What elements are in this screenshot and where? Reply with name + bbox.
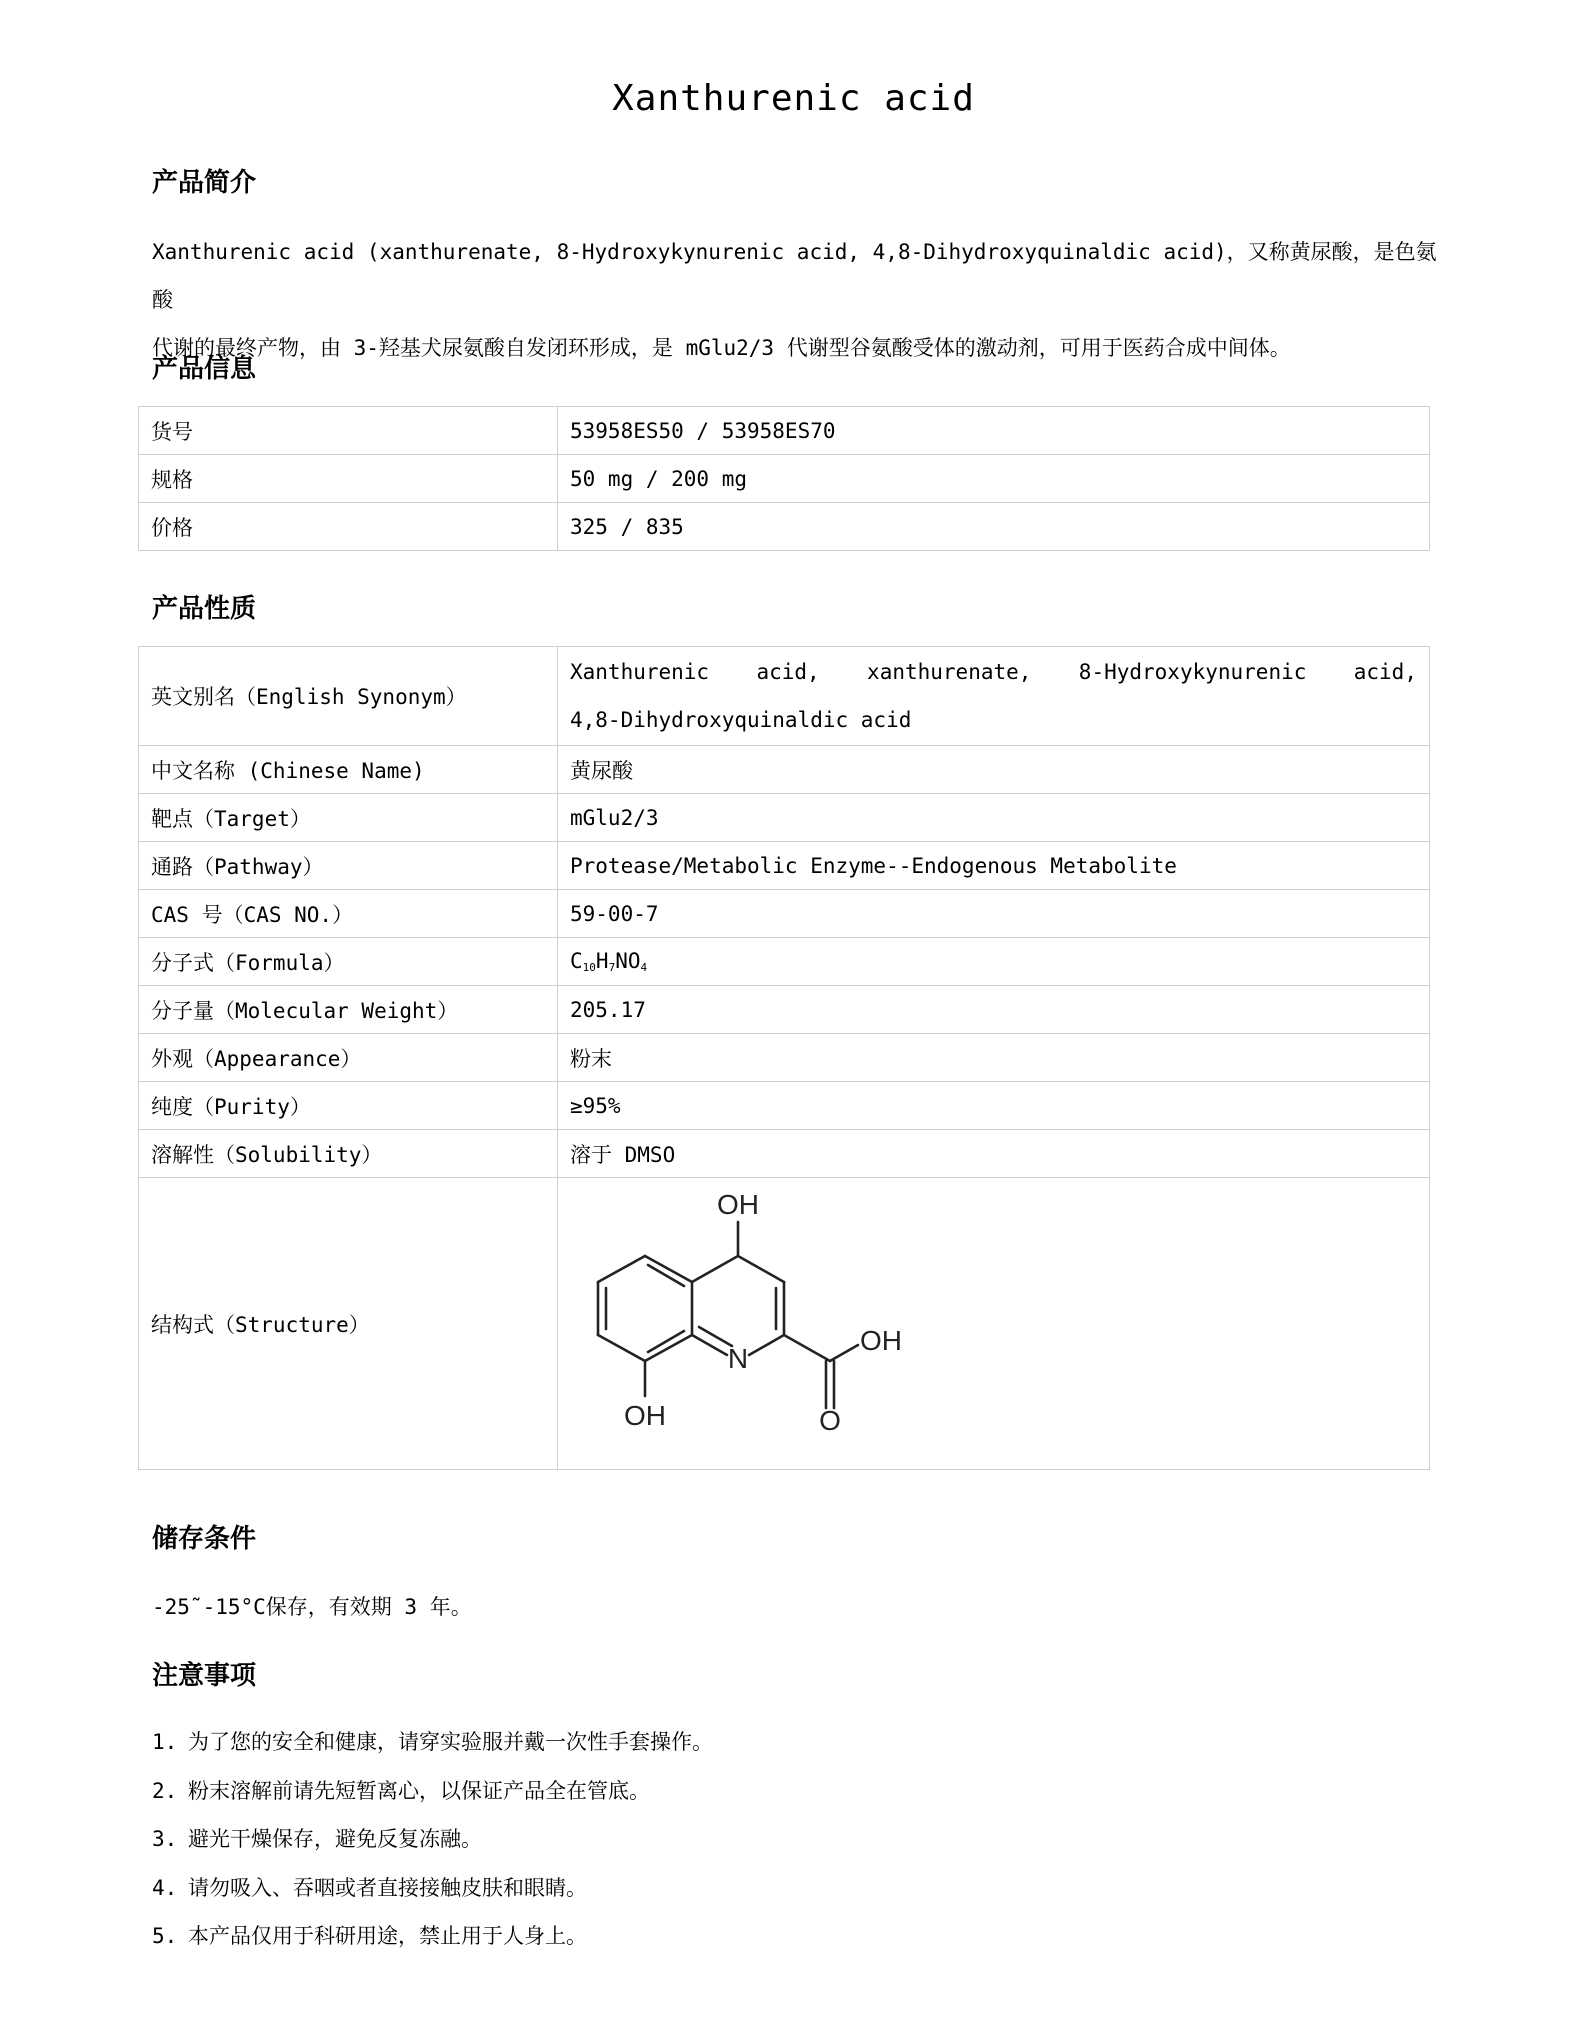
table-row — [139, 938, 1430, 986]
synonym-key: 英文别名（English Synonym） — [139, 647, 558, 746]
notes-heading: 注意事项 — [152, 1661, 257, 1691]
list-number: 5. — [152, 1924, 178, 1948]
list-number: 1. — [152, 1730, 178, 1754]
mw-value: 205.17 — [558, 986, 1430, 1034]
cas-key: CAS 号（CAS NO.） — [139, 890, 558, 938]
synonym-value — [558, 647, 1430, 746]
structure-image — [572, 1178, 952, 1469]
structure-label-oh-top: OH — [717, 1189, 759, 1220]
intro-heading: 产品简介 — [152, 168, 257, 198]
synonym-word: 8-Hydroxykynurenic — [1078, 660, 1307, 684]
synonym-line-2: 4,8-Dihydroxyquinaldic acid — [570, 708, 912, 732]
solubility-value: 溶于 DMSO — [558, 1130, 1430, 1178]
list-item — [152, 1718, 713, 1767]
document-title: Xanthurenic acid — [612, 78, 975, 119]
storage-heading: 储存条件 — [152, 1524, 257, 1554]
structure-label-oh-bottom: OH — [624, 1400, 666, 1431]
target-value: mGlu2/3 — [558, 794, 1430, 842]
table-row — [139, 647, 1430, 746]
synonym-word: acid, — [1353, 660, 1417, 684]
props-heading: 产品性质 — [152, 594, 257, 624]
pathway-key: 通路（Pathway） — [139, 842, 558, 890]
synonym-word: xanthurenate, — [867, 660, 1032, 684]
info-value: 50 mg / 200 mg — [558, 455, 1430, 503]
formula-value — [558, 938, 1430, 986]
info-key: 规格 — [139, 455, 558, 503]
purity-key: 纯度（Purity） — [139, 1082, 558, 1130]
intro-line-2: 代谢的最终产物，由 3-羟基犬尿氨酸自发闭环形成，是 mGlu2/3 代谢型谷氨酸受体的激动剂，可用于医药合成中间体。 — [152, 336, 1291, 360]
list-item — [152, 1912, 713, 1961]
info-key: 货号 — [139, 407, 558, 455]
list-text: 粉末溶解前请先短暂离心，以保证产品全在管底。 — [188, 1778, 650, 1803]
table-row — [139, 746, 1430, 794]
synonym-word: Xanthurenic — [570, 660, 710, 684]
formula-part: C — [570, 949, 583, 973]
list-item — [152, 1767, 713, 1816]
table-row — [139, 1034, 1430, 1082]
solubility-key: 溶解性（Solubility） — [139, 1130, 558, 1178]
structure-label-oh-right: OH — [860, 1325, 902, 1356]
formula-key: 分子式（Formula） — [139, 938, 558, 986]
info-key: 价格 — [139, 503, 558, 551]
structure-label-n: N — [727, 1343, 749, 1374]
chinese-name-value: 黄尿酸 — [558, 746, 1430, 794]
formula-part: H — [595, 949, 609, 973]
structure-key: 结构式（Structure） — [139, 1178, 558, 1470]
list-number: 2. — [152, 1778, 178, 1803]
list-text: 请勿吸入、吞咽或者直接接触皮肤和眼睛。 — [188, 1875, 587, 1900]
list-number: 3. — [152, 1827, 178, 1851]
formula-subscript: 7 — [608, 961, 616, 974]
structure-cell — [558, 1178, 1430, 1470]
properties-table — [138, 646, 1430, 1470]
list-text: 为了您的安全和健康，请穿实验服并戴一次性手套操作。 — [188, 1730, 713, 1754]
formula-subscript: 10 — [582, 961, 596, 974]
structure-label-o: O — [819, 1405, 841, 1436]
table-row — [139, 842, 1430, 890]
mw-key: 分子量（Molecular Weight） — [139, 986, 558, 1034]
info-value: 53958ES50 / 53958ES70 — [558, 407, 1430, 455]
table-row — [139, 794, 1430, 842]
intro-line-1: Xanthurenic acid (xanthurenate, 8-Hydroxykynurenic acid, 4,8-Dihydroxyquinaldic acid)，又称黄尿酸，是色氨酸 — [152, 240, 1437, 312]
intro-paragraph — [152, 228, 1452, 372]
info-heading: 产品信息 — [152, 354, 257, 384]
list-text: 本产品仅用于科研用途，禁止用于人身上。 — [188, 1924, 587, 1948]
table-row — [139, 1130, 1430, 1178]
list-item — [152, 1815, 713, 1864]
notes-list — [152, 1718, 713, 1961]
synonym-line-1 — [570, 648, 1417, 696]
formula-subscript: 4 — [640, 961, 648, 974]
list-text: 避光干燥保存，避免反复冻融。 — [188, 1827, 482, 1851]
table-row — [139, 503, 1430, 551]
storage-text: -25˜-15°C保存，有效期 3 年。 — [152, 1595, 472, 1619]
table-row — [139, 986, 1430, 1034]
table-row — [139, 890, 1430, 938]
synonym-word: acid, — [756, 660, 820, 684]
chinese-name-key: 中文名称 (Chinese Name) — [139, 746, 558, 794]
table-row — [139, 407, 1430, 455]
list-item — [152, 1864, 713, 1913]
table-row — [139, 1082, 1430, 1130]
cas-value: 59-00-7 — [558, 890, 1430, 938]
info-table — [138, 406, 1430, 551]
info-value: 325 / 835 — [558, 503, 1430, 551]
target-key: 靶点（Target） — [139, 794, 558, 842]
appearance-key: 外观（Appearance） — [139, 1034, 558, 1082]
appearance-value: 粉末 — [558, 1034, 1430, 1082]
list-number: 4. — [152, 1875, 178, 1900]
table-row — [139, 455, 1430, 503]
formula-part: NO — [615, 949, 641, 973]
pathway-value: Protease/Metabolic Enzyme--Endogenous Metabolite — [558, 842, 1430, 890]
purity-value: ≥95% — [558, 1082, 1430, 1130]
table-row — [139, 1178, 1430, 1470]
